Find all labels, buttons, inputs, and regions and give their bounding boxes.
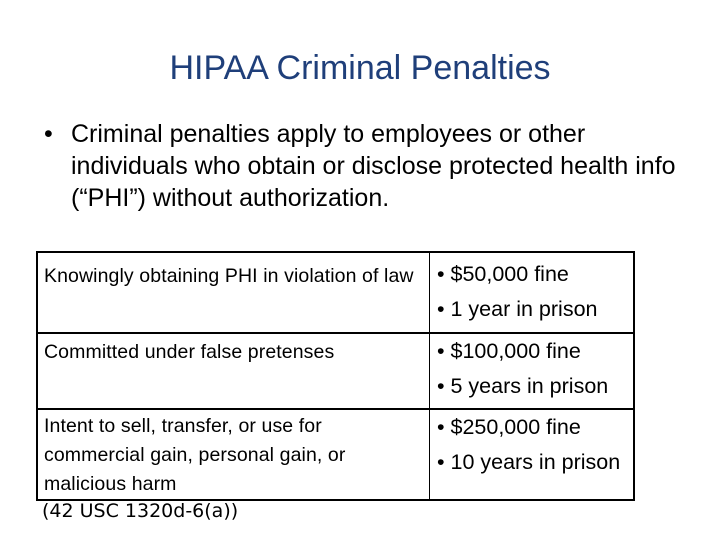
bullet-marker: • [44,120,53,148]
penalty-cell [430,252,635,333]
bullet-text: Criminal penalties apply to employees or other individuals who obtain or disclose protected health info (“PHI”) without authorization. [71,120,676,212]
offense-cell: Committed under false pretenses [37,333,430,409]
table-row [37,252,634,333]
table-row [37,409,634,500]
legal-citation: (42 USC 1320d-6(a)) [42,500,239,522]
offense-cell: Knowingly obtaining PHI in violation of law [37,252,430,333]
penalty-prison: • 10 years in prison [437,450,621,474]
penalty-fine: • $250,000 fine [437,415,581,439]
penalty-prison: • 1 year in prison [437,297,598,321]
slide-title: HIPAA Criminal Penalties [169,49,551,87]
penalty-fine: • $50,000 fine [437,262,569,286]
penalty-table [36,251,635,501]
penalty-fine: • $100,000 fine [437,339,581,363]
bullet-point [44,118,684,214]
penalty-prison: • 5 years in prison [437,374,609,398]
penalty-cell [430,409,635,500]
offense-cell: Intent to sell, transfer, or use for commercial gain, personal gain, or malicious harm [37,409,430,500]
table-row [37,333,634,409]
penalty-cell [430,333,635,409]
